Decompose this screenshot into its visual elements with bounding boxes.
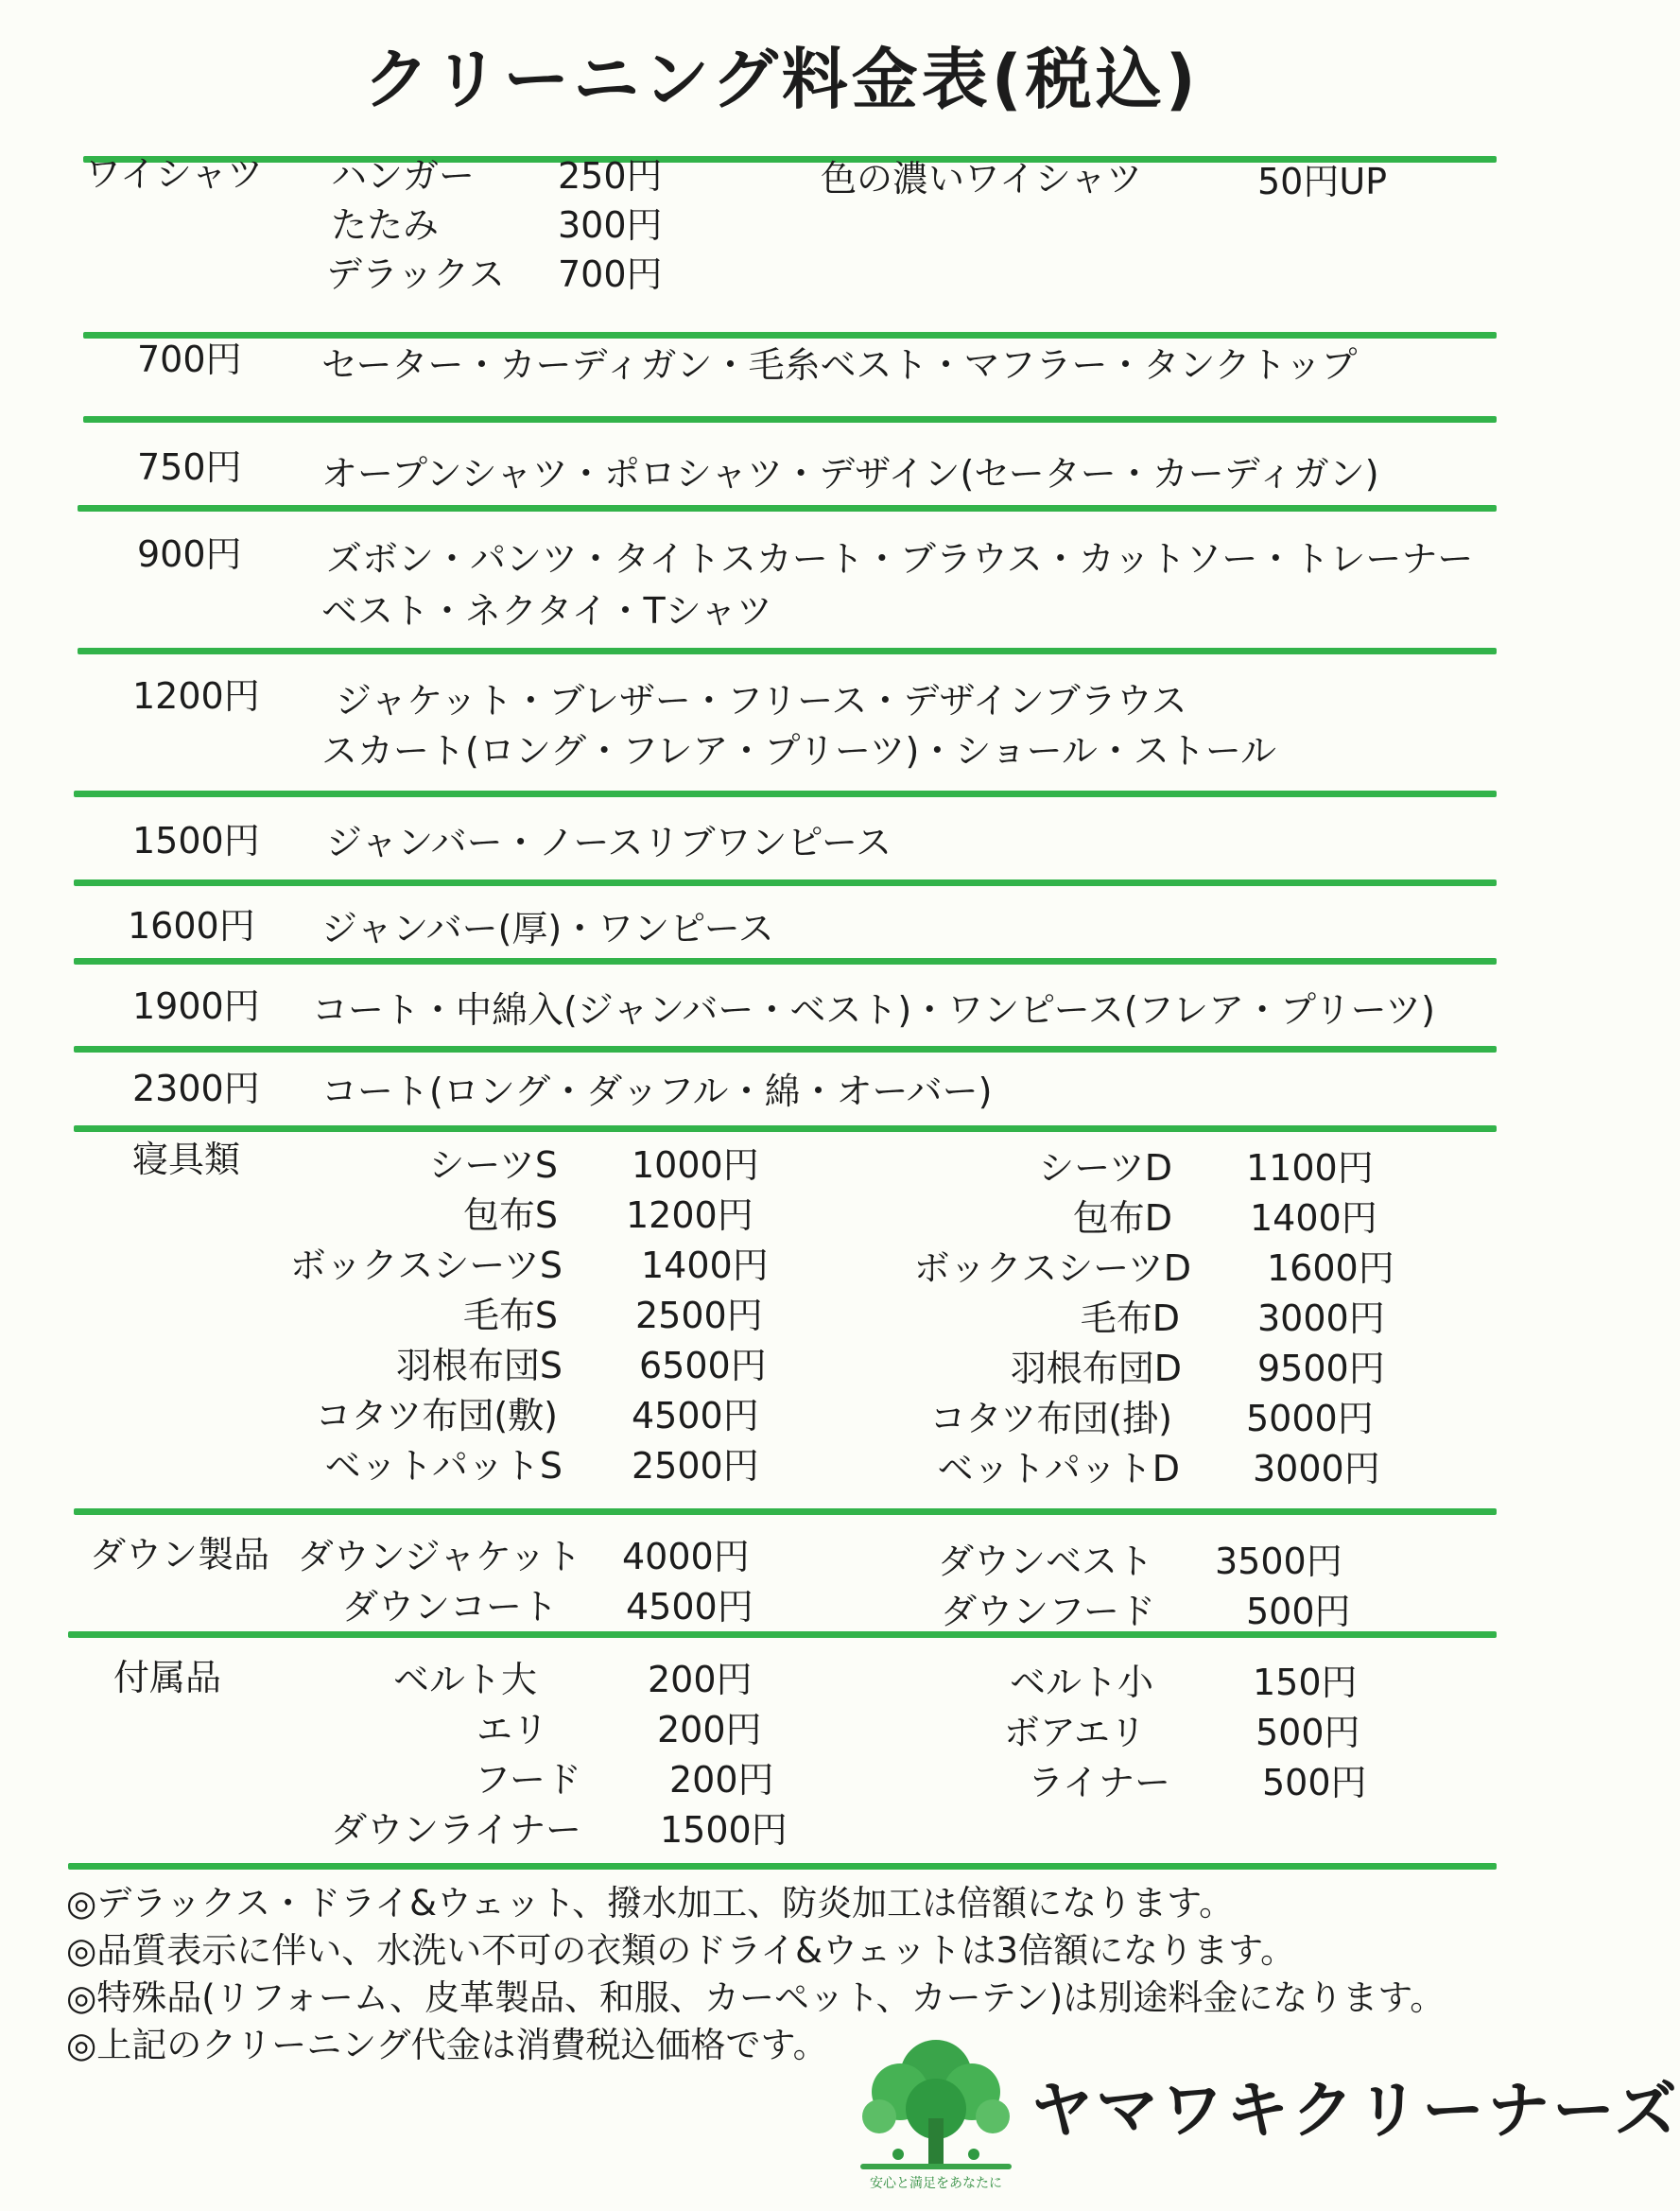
footnote: ◎品質表示に伴い、水洗い不可の衣類のドライ&ウェットは3倍額になります。 [66, 1930, 1296, 1971]
bedding-item-name: ボックスシーツD [913, 1247, 1191, 1289]
price-row-price: 1900円 [132, 985, 260, 1027]
accessory-item-price: 200円 [648, 1659, 753, 1700]
price-row-items: ベスト・ネクタイ・Tシャツ [321, 590, 772, 632]
bedding-item-name: コタツ布団(敷) [315, 1395, 558, 1436]
price-row-price: 1500円 [132, 820, 260, 862]
bedding-item-price: 1400円 [1250, 1197, 1377, 1239]
bedding-item-price: 5000円 [1246, 1398, 1374, 1439]
bedding-item-price: 3000円 [1253, 1448, 1380, 1489]
accessory-item-name: ベルト小 [1009, 1662, 1153, 1703]
bedding-item-name: 毛布D [1080, 1297, 1180, 1339]
down-item-name: ダウンフード [941, 1591, 1155, 1632]
footnote: ◎上記のクリーニング代金は消費税込価格です。 [66, 2025, 828, 2065]
accessory-item-price: 1500円 [660, 1809, 788, 1851]
bedding-item-price: 3000円 [1257, 1297, 1385, 1339]
bedding-item-price: 6500円 [639, 1345, 767, 1386]
bedding-item-name: コタツ布団(掛) [929, 1398, 1172, 1439]
down-label: ダウン製品 [90, 1534, 270, 1576]
bedding-item-name: ベットパットS [324, 1445, 563, 1487]
bedding-item-price: 4500円 [632, 1395, 759, 1436]
price-row-price: 2300円 [132, 1068, 260, 1109]
shirt-option-price: 700円 [558, 253, 663, 295]
price-row-price: 700円 [137, 339, 242, 380]
accessory-item-name: フード [475, 1759, 581, 1801]
separator-rule [74, 791, 1497, 797]
bedding-item-price: 1600円 [1267, 1247, 1394, 1289]
bedding-item-name: 羽根布団D [1010, 1348, 1182, 1389]
company-logo [841, 2033, 1680, 2203]
shirt-option-name: デラックス [326, 253, 505, 295]
accessory-item-price: 500円 [1256, 1712, 1360, 1753]
accessory-item-name: ライナー [1028, 1762, 1170, 1803]
bedding-item-name: ベットパットD [937, 1448, 1180, 1489]
dark-shirt-label: 色の濃いワイシャツ [821, 158, 1143, 200]
separator-rule [74, 1508, 1497, 1515]
logo-tagline: 安心と満足をあなたに [870, 2176, 1002, 2191]
price-row-items: セーター・カーディガン・毛糸ベスト・マフラー・タンクトップ [321, 344, 1358, 386]
down-item-name: ダウンコート [341, 1586, 558, 1628]
price-row-price: 1600円 [128, 905, 255, 947]
price-row-items: ジャンバー・ノースリブワンピース [326, 822, 892, 863]
bedding-item-name: 包布S [462, 1194, 558, 1236]
separator-rule [74, 879, 1497, 886]
accessory-item-name: ベルト大 [392, 1659, 537, 1700]
accessory-item-name: ダウンライナー [331, 1809, 581, 1851]
accessory-item-price: 500円 [1262, 1762, 1367, 1803]
separator-rule [74, 958, 1497, 965]
down-item-price: 500円 [1246, 1591, 1351, 1632]
footnote: ◎デラックス・ドライ&ウェット、撥水加工、防炎加工は倍額になります。 [66, 1883, 1235, 1924]
price-row-items: スカート(ロング・フレア・プリーツ)・ショール・ストール [321, 730, 1277, 772]
price-row-price: 750円 [137, 446, 242, 488]
accessory-item-name: ボアエリ [1003, 1712, 1146, 1753]
shirt-option-price: 250円 [558, 155, 663, 197]
separator-rule [74, 1125, 1497, 1132]
price-row-items: ズボン・パンツ・タイトスカート・ブラウス・カットソー・トレーナー [326, 538, 1474, 580]
bedding-item-name: ボックスシーツS [289, 1245, 563, 1286]
price-row-price: 900円 [137, 533, 242, 575]
bedding-item-price: 9500円 [1257, 1348, 1385, 1389]
shirts-label: ワイシャツ [85, 153, 264, 195]
down-item-name: ダウンベスト [937, 1541, 1153, 1582]
tree-icon [841, 2033, 1031, 2175]
separator-rule [83, 332, 1497, 339]
bedding-item-name: 毛布S [462, 1295, 558, 1336]
bedding-item-name: シーツS [428, 1144, 558, 1186]
down-item-price: 4500円 [626, 1586, 753, 1628]
down-item-price: 4000円 [622, 1536, 750, 1577]
logo-name: ヤマワキクリーナーズ [1031, 2074, 1680, 2147]
price-row-items: コート・中綿入(ジャンバー・ベスト)・ワンピース(フレア・プリーツ) [312, 989, 1435, 1031]
footnote: ◎特殊品(リフォーム、皮革製品、和服、カーペット、カーテン)は別途料金になります。 [66, 1977, 1446, 2018]
bedding-item-price: 1400円 [641, 1245, 769, 1286]
bedding-item-price: 2500円 [632, 1445, 759, 1487]
price-row-items: オープンシャツ・ポロシャツ・デザイン(セーター・カーディガン) [321, 453, 1379, 495]
accessories-label: 付属品 [113, 1657, 222, 1698]
down-item-price: 3500円 [1215, 1541, 1342, 1582]
shirt-option-name: ハンガー [331, 155, 476, 197]
accessory-item-price: 200円 [657, 1709, 762, 1750]
dark-shirt-surcharge: 50円UP [1257, 161, 1388, 202]
price-row-items: ジャケット・ブレザー・フリース・デザインブラウス [336, 680, 1187, 722]
accessory-item-price: 150円 [1253, 1662, 1358, 1703]
bedding-label: 寝具類 [132, 1139, 241, 1180]
down-item-name: ダウンジャケット [297, 1536, 581, 1577]
bedding-item-name: シーツD [1038, 1147, 1172, 1189]
price-row-price: 1200円 [132, 675, 260, 717]
bedding-item-price: 1200円 [626, 1194, 753, 1236]
separator-rule [78, 505, 1497, 512]
page-title: クリーニング料金表(税込) [363, 41, 1200, 118]
bedding-item-name: 羽根布団S [395, 1345, 563, 1386]
bedding-item-price: 1100円 [1246, 1147, 1374, 1189]
accessory-item-name: エリ [476, 1709, 548, 1750]
shirt-option-price: 300円 [558, 204, 663, 246]
separator-rule [68, 1863, 1497, 1870]
separator-rule [78, 648, 1497, 654]
bedding-item-price: 1000円 [632, 1144, 759, 1186]
price-row-items: コート(ロング・ダッフル・綿・オーバー) [321, 1071, 993, 1112]
bedding-item-price: 2500円 [635, 1295, 763, 1336]
price-row-items: ジャンバー(厚)・ワンピース [321, 908, 774, 949]
accessory-item-price: 200円 [669, 1759, 774, 1801]
bedding-item-name: 包布D [1072, 1197, 1172, 1239]
shirt-option-name: たたみ [331, 204, 440, 246]
separator-rule [83, 416, 1497, 423]
separator-rule [74, 1046, 1497, 1053]
